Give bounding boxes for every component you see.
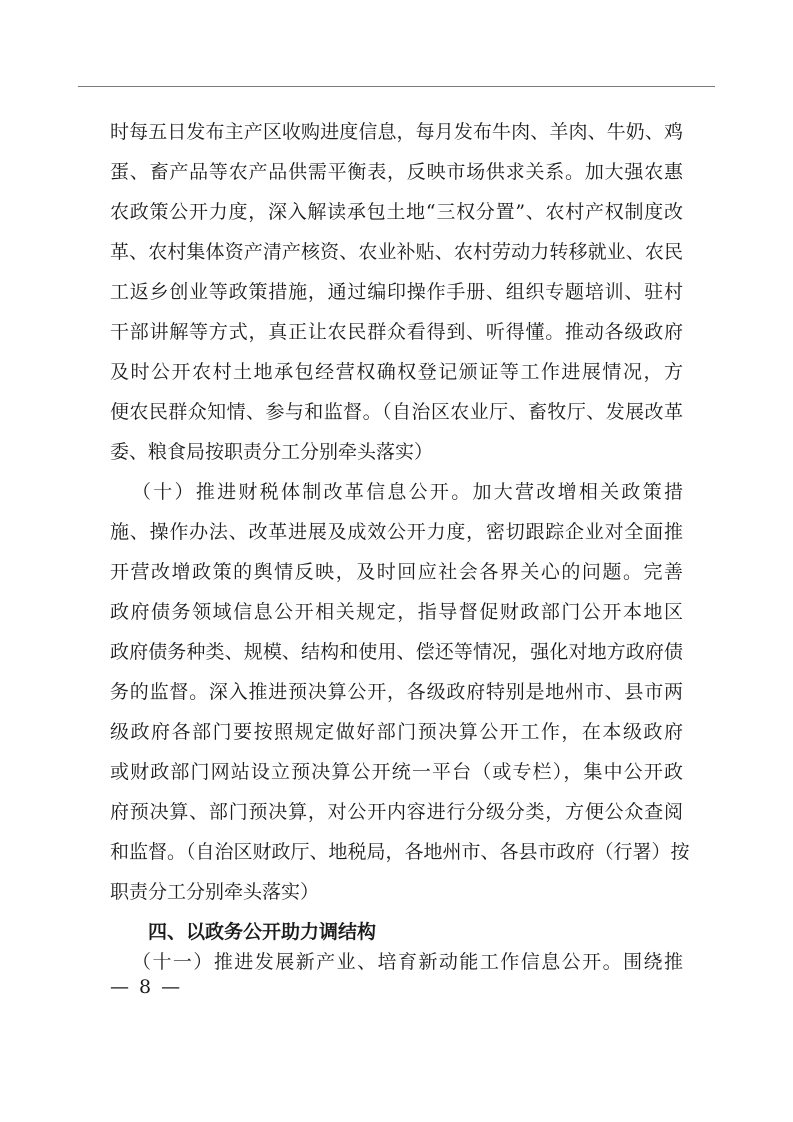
- section-heading: 四、以政务公开助力调结构: [148, 921, 377, 943]
- section-11-lead-line: （十一）推进发展新产业、培育新动能工作信息公开。围绕推: [132, 951, 683, 973]
- text-line: 政府债务种类、规模、结构和使用、偿还等情况，强化对地方政府债: [110, 641, 683, 663]
- text-line: 和监督。（自治区财政厅、地税局，各地州市、各县市政府（行署）按: [110, 841, 690, 863]
- text-line: 便农民群众知情、参与和监督。（自治区农业厅、畜牧厅、发展改革: [110, 401, 683, 423]
- text-line: 或财政部门网站设立预决算公开统一平台（或专栏），集中公开政: [110, 761, 683, 783]
- text-line: 施、操作办法、改革进展及成效公开力度，密切跟踪企业对全面推: [110, 521, 683, 543]
- text-line: 委、粮食局按职责分工分别牵头落实）: [110, 441, 434, 463]
- section-10-lead-line: （十）推进财税体制改革信息公开。加大营改增相关政策措: [132, 481, 683, 503]
- text-line: 务的监督。深入推进预决算公开，各级政府特别是地州市、县市两: [110, 681, 683, 703]
- text-line: 开营改增政策的舆情反映，及时回应社会各界关心的问题。完善: [110, 561, 683, 583]
- text-line: 政府债务领域信息公开相关规定，指导督促财政部门公开本地区: [110, 601, 683, 623]
- text-line: 农政策公开力度，深入解读承包土地“三权分置”、农村产权制度改: [110, 201, 683, 223]
- text-line: 工返乡创业等政策措施，通过编印操作手册、组织专题培训、驻村: [110, 281, 683, 303]
- text-line: 革、农村集体资产清产核资、农业补贴、农村劳动力转移就业、农民: [110, 241, 683, 263]
- text-line: 级政府各部门要按照规定做好部门预决算公开工作，在本级政府: [110, 721, 683, 743]
- text-line: 蛋、畜产品等农产品供需平衡表，反映市场供求关系。加大强农惠: [110, 161, 683, 183]
- text-line: 府预决算、部门预决算，对公开内容进行分级分类，方便公众查阅: [110, 801, 683, 823]
- text-line: 时每五日发布主产区收购进度信息，每月发布牛肉、羊肉、牛奶、鸡: [110, 121, 683, 143]
- text-line: 及时公开农村土地承包经营权确权登记颁证等工作进展情况，方: [110, 361, 683, 383]
- text-line: 职责分工分别牵头落实）: [110, 881, 320, 903]
- page-number: — 8 —: [110, 976, 183, 998]
- text-line: 干部讲解等方式，真正让农民群众看得到、听得懂。推动各级政府: [110, 321, 683, 343]
